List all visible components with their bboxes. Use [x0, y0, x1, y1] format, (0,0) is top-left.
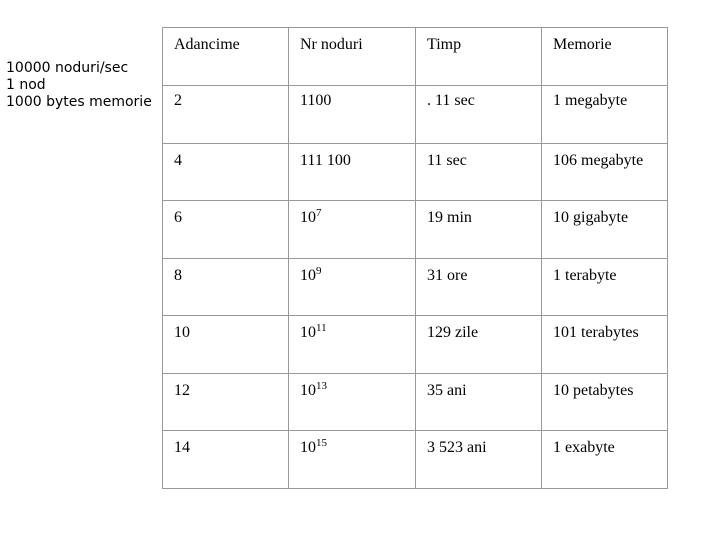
- cell-nodes-exponent: 9: [316, 264, 322, 277]
- cell-nodes-base: 10: [300, 209, 316, 226]
- cell-depth: 6: [163, 201, 289, 259]
- cell-nodes-base: 10: [300, 324, 316, 341]
- cell-memory: 1 terabyte: [542, 258, 668, 316]
- cell-time: 3 523 ani: [416, 431, 542, 489]
- table-header-row: [163, 28, 668, 86]
- table-row: [163, 431, 668, 489]
- table-row: [163, 86, 668, 144]
- cell-depth: 14: [163, 431, 289, 489]
- header-nodes: Nr noduri: [289, 28, 416, 86]
- cell-depth: 8: [163, 258, 289, 316]
- table-row: [163, 373, 668, 431]
- cell-memory: 106 megabyte: [542, 143, 668, 201]
- cell-nodes-base: 10: [300, 381, 316, 399]
- side-note-line-node: 1 nod: [6, 77, 46, 93]
- cell-depth: 2: [163, 86, 289, 144]
- cell-nodes: [289, 373, 416, 431]
- cell-nodes-exponent: 11: [316, 322, 327, 334]
- cell-depth: 12: [163, 373, 289, 431]
- side-note-line-memory: 1000 bytes memorie: [6, 94, 152, 110]
- cell-time: 129 zile: [416, 316, 542, 374]
- cell-memory: 1 megabyte: [542, 86, 668, 144]
- cell-memory: 10 gigabyte: [542, 201, 668, 259]
- side-note: [6, 60, 152, 111]
- cell-depth: 4: [163, 143, 289, 201]
- cell-nodes: [289, 143, 416, 201]
- cell-nodes: [289, 258, 416, 316]
- cell-nodes: [289, 201, 416, 259]
- cell-memory: 10 petabytes: [542, 373, 668, 431]
- cell-nodes-base: 111 100: [300, 151, 351, 169]
- cell-time: 11 sec: [416, 143, 542, 201]
- search-complexity-table: [162, 27, 668, 489]
- header-memory: Memorie: [542, 28, 668, 86]
- cell-time: 35 ani: [416, 373, 542, 431]
- table-row: [163, 258, 668, 316]
- table-row: [163, 201, 668, 259]
- header-time: Timp: [416, 28, 542, 86]
- table-row: [163, 143, 668, 201]
- side-note-line-nodes-per-sec: 10000 noduri/sec: [6, 60, 129, 76]
- cell-nodes-base: 10: [300, 439, 316, 456]
- cell-memory: 101 terabytes: [542, 316, 668, 374]
- cell-nodes-exponent: 13: [316, 379, 327, 392]
- cell-time: 31 ore: [416, 258, 542, 316]
- cell-nodes-base: 1100: [300, 92, 332, 109]
- cell-time: 19 min: [416, 201, 542, 259]
- cell-time: . 11 sec: [416, 86, 542, 144]
- cell-depth: 10: [163, 316, 289, 374]
- cell-nodes-base: 10: [300, 266, 316, 284]
- cell-nodes: [289, 431, 416, 489]
- cell-nodes-exponent: 15: [316, 437, 327, 449]
- cell-memory: 1 exabyte: [542, 431, 668, 489]
- cell-nodes: [289, 316, 416, 374]
- cell-nodes-exponent: 7: [316, 207, 322, 219]
- table-row: [163, 316, 668, 374]
- cell-nodes: [289, 86, 416, 144]
- header-depth: Adancime: [163, 28, 289, 86]
